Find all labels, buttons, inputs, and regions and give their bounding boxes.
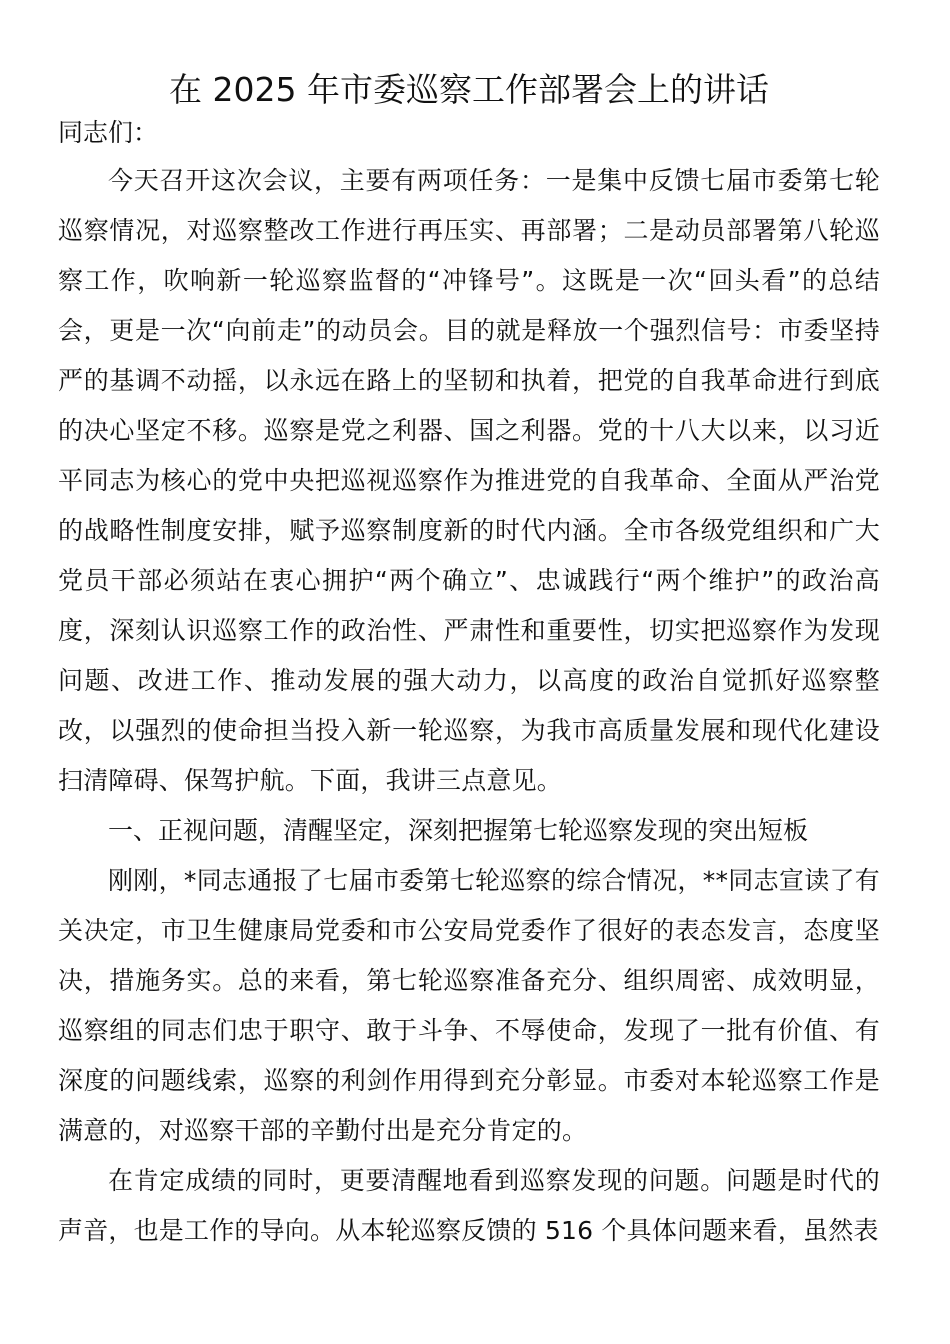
salutation: 同志们： [58, 118, 159, 147]
paragraph-section-1: 刚刚，*同志通报了七届市委第七轮巡察的综合情况，**同志宣读了有关决定，市卫生健康局党委和市公安局党委作了很好的表态发言，态度坚决，措施务实。总的来看，第七轮巡察准备充分、组织周密、成效明显，巡察组的同志们忠于职守、敢于斗争、不辱使命，发现了一批有价值、有深度的问题线索，巡察的利剑作用得到充分彰显。市委对本轮巡察工作是满意的，对巡察干部的辛勤付出是充分肯定的。 [58, 866, 880, 1145]
document-title: 在 2025 年市委巡察工作部署会上的讲话 [169, 70, 769, 109]
document-page [58, 64, 880, 1256]
paragraph-section-2: 在肯定成绩的同时，更要清醒地看到巡察发现的问题。问题是时代的声音，也是工作的导向。从本轮巡察反馈的 516 个具体问题来看，虽然表 [58, 1166, 880, 1245]
section-heading-1: 一、正视问题，清醒坚定，深刻把握第七轮巡察发现的突出短板 [108, 816, 809, 845]
paragraph-intro: 今天召开这次会议，主要有两项任务：一是集中反馈七届市委第七轮巡察情况，对巡察整改工作进行再压实、再部署；二是动员部署第八轮巡察工作，吹响新一轮巡察监督的“冲锋号”。这既是一次“回头看”的总结会，更是一次“向前走”的动员会。目的就是释放一个强烈信号：市委坚持严的基调不动摇，以永远在路上的坚韧和执着，把党的自我革命进行到底的决心坚定不移。巡察是党之利器、国之利器。党的十八大以来，以习近平同志为核心的党中央把巡视巡察作为推进党的自我革命、全面从严治党的战略性制度安排，赋予巡察制度新的时代内涵。全市各级党组织和广大党员干部必须站在衷心拥护“两个确立”、忠诚践行“两个维护”的政治高度，深刻认识巡察工作的政治性、严肃性和重要性，切实把巡察作为发现问题、改进工作、推动发展的强大动力，以高度的政治自觉抓好巡察整改，以强烈的使命担当投入新一轮巡察，为我市高质量发展和现代化建设扫清障碍、保驾护航。下面，我讲三点意见。 [58, 166, 880, 795]
